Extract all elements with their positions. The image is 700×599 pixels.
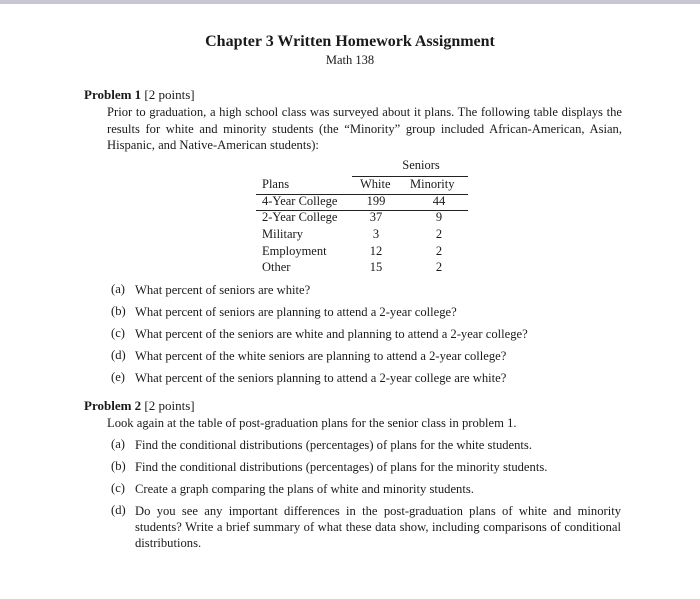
row-plan: Employment	[262, 244, 327, 258]
question-text: What percent of the white seniors are planning to attend a 2-year college?	[135, 349, 507, 363]
col-header-plans: Plans	[262, 177, 290, 191]
question-label: (b)	[111, 459, 126, 473]
problem-1-intro: Prior to graduation, a high school class was surveyed about it plans. The following table displays the results for white and minority students (the “Minority” group included African-American, Asian, Hispanic, and Native-American students):	[107, 105, 622, 152]
question-text: What percent of seniors are white?	[135, 283, 311, 297]
page-subtitle: Math 138	[325, 53, 375, 67]
question-label: (d)	[111, 348, 126, 362]
page-title: Chapter 3 Written Homework Assignment	[205, 33, 495, 50]
problem-2-title: Problem 2	[84, 398, 142, 413]
row-plan: 2-Year College	[262, 210, 338, 224]
row-minority: 2	[435, 260, 443, 274]
question-label: (e)	[111, 370, 125, 384]
problem-2-intro: Look again at the table of post-graduation plans for the senior class in problem 1.	[107, 416, 517, 430]
table-group-header: Seniors	[402, 158, 440, 172]
top-border	[0, 0, 700, 4]
question-label: (b)	[111, 304, 126, 318]
row-plan: 4-Year College	[262, 194, 338, 208]
row-minority: 44	[432, 194, 446, 208]
row-minority: 2	[435, 227, 443, 241]
problem-2-points: [2 points]	[144, 398, 195, 413]
row-minority: 2	[435, 244, 443, 258]
question-text: Do you see any important differences in the post-graduation plans of white and minority students? Write a brief summary of what these data show, including comparisons of conditional distributions.	[135, 504, 621, 550]
row-white: 199	[366, 194, 386, 208]
problem-2-heading	[84, 398, 195, 414]
question-text: Find the conditional distributions (percentages) of plans for the white students.	[135, 438, 532, 452]
col-header-minority: Minority	[410, 177, 455, 191]
row-plan: Military	[262, 227, 303, 241]
row-minority: 9	[435, 210, 443, 224]
question-text: Find the conditional distributions (percentages) of plans for the minority students.	[135, 460, 548, 474]
row-plan: Other	[262, 260, 291, 274]
problem-1-title: Problem 1	[84, 87, 142, 102]
question-label: (a)	[111, 437, 125, 451]
question-label: (c)	[111, 326, 125, 340]
problem-1-points: [2 points]	[144, 87, 195, 102]
problem-1-heading	[84, 87, 195, 103]
row-white: 12	[369, 244, 383, 258]
question-label: (c)	[111, 481, 125, 495]
question-text: What percent of the seniors planning to attend a 2-year college are white?	[135, 371, 507, 385]
row-white: 15	[369, 260, 383, 274]
question-label: (d)	[111, 503, 126, 517]
col-header-white: White	[360, 177, 391, 191]
row-white: 3	[372, 227, 380, 241]
row-white: 37	[369, 210, 383, 224]
question-text: What percent of seniors are planning to attend a 2-year college?	[135, 305, 457, 319]
question-text: Create a graph comparing the plans of white and minority students.	[135, 482, 474, 496]
question-label: (a)	[111, 282, 125, 296]
question-text: What percent of the seniors are white and planning to attend a 2-year college?	[135, 327, 528, 341]
